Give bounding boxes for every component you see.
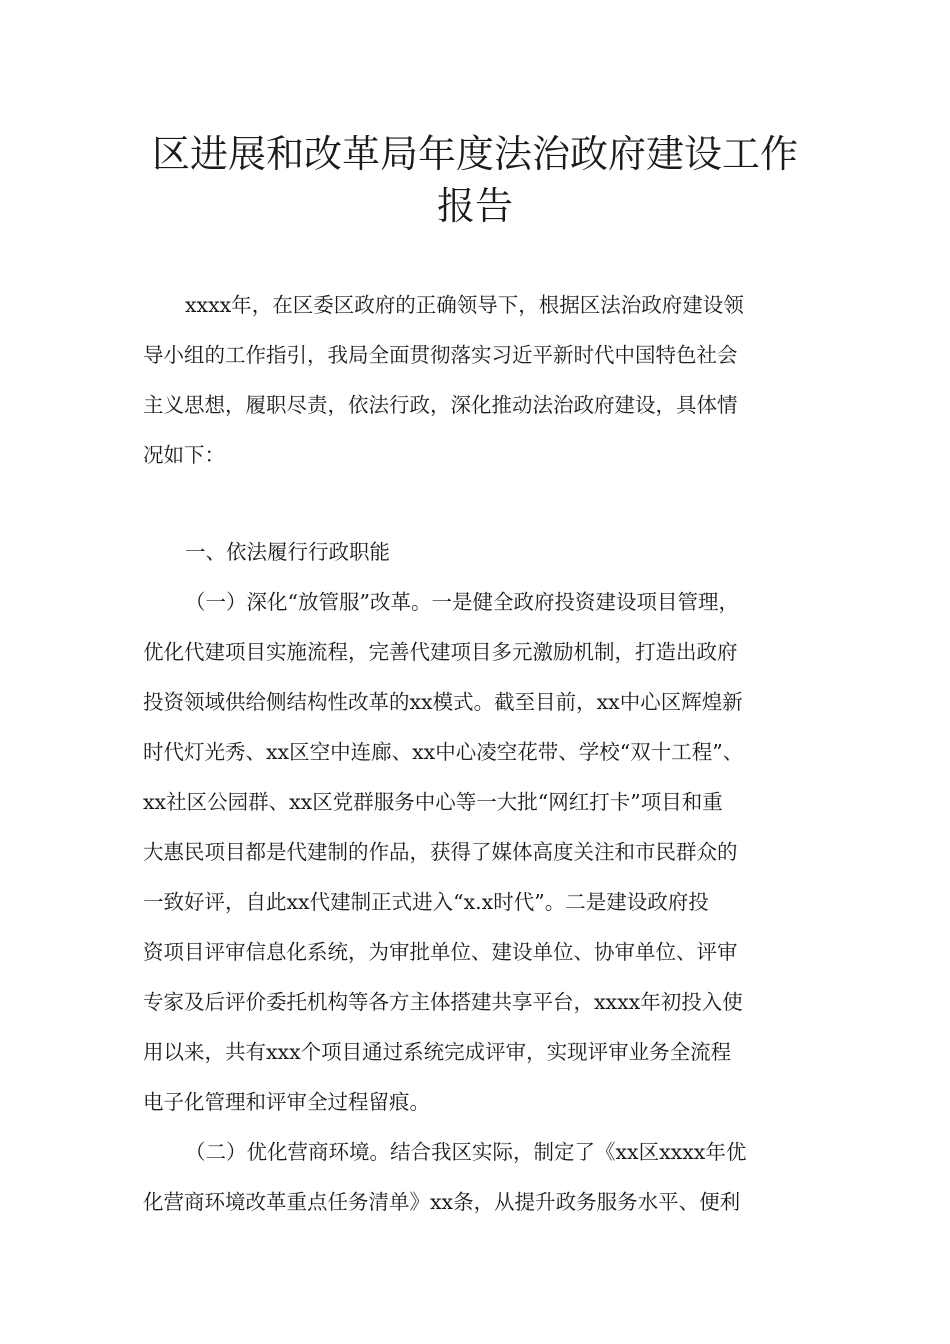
intro-line: 导小组的工作指引，我局全面贯彻落实习近平新时代中国特色社会 <box>143 343 738 367</box>
section-heading: 一、依法履行行政职能 <box>185 540 390 564</box>
paragraph-1-line: 资项目评审信息化系统，为审批单位、建设单位、协审单位、评审 <box>143 940 738 964</box>
paragraph-2-line: （二）优化营商环境。结合我区实际，制定了《xx区xxxx年优 <box>185 1140 747 1164</box>
paragraph-1-line: 时代灯光秀、xx区空中连廊、xx中心凌空花带、学校“双十工程”、 <box>143 740 744 764</box>
paragraph-1-line: 专家及后评价委托机构等各方主体搭建共享平台，xxxx年初投入使 <box>143 990 743 1014</box>
intro-line: xxxx年，在区委区政府的正确领导下，根据区法治政府建设领 <box>185 293 744 317</box>
intro-line: 况如下： <box>143 443 225 467</box>
title-line-1: 区进展和改革局年度法治政府建设工作 <box>151 132 798 176</box>
paragraph-1-line: 一致好评，自此xx代建制正式进入“x.x时代”。二是建设政府投 <box>143 890 709 914</box>
document-title <box>120 128 830 232</box>
paragraph-1-line: xx社区公园群、xx区党群服务中心等一大批“网红打卡”项目和重 <box>143 790 723 814</box>
paragraph-1-line: （一）深化“放管服”改革。一是健全政府投资建设项目管理， <box>185 590 739 614</box>
paragraph-1-line: 用以来，共有xxx个项目通过系统完成评审，实现评审业务全流程 <box>143 1040 732 1064</box>
paragraph-2-line: 化营商环境改革重点任务清单》xx条，从提升政务服务水平、便利 <box>143 1190 741 1214</box>
paragraph-1-line: 大惠民项目都是代建制的作品，获得了媒体高度关注和市民群众的 <box>143 840 738 864</box>
intro-line: 主义思想，履职尽责，依法行政，深化推动法治政府建设，具体情 <box>143 393 738 417</box>
intro-paragraph <box>143 280 823 480</box>
title-line-2: 报告 <box>436 184 513 228</box>
main-body <box>143 527 823 1227</box>
paragraph-1-line: 电子化管理和评审全过程留痕。 <box>143 1090 430 1114</box>
paragraph-1-line: 投资领域供给侧结构性改革的xx模式。截至目前，xx中心区辉煌新 <box>143 690 743 714</box>
paragraph-1-line: 优化代建项目实施流程，完善代建项目多元激励机制，打造出政府 <box>143 640 738 664</box>
